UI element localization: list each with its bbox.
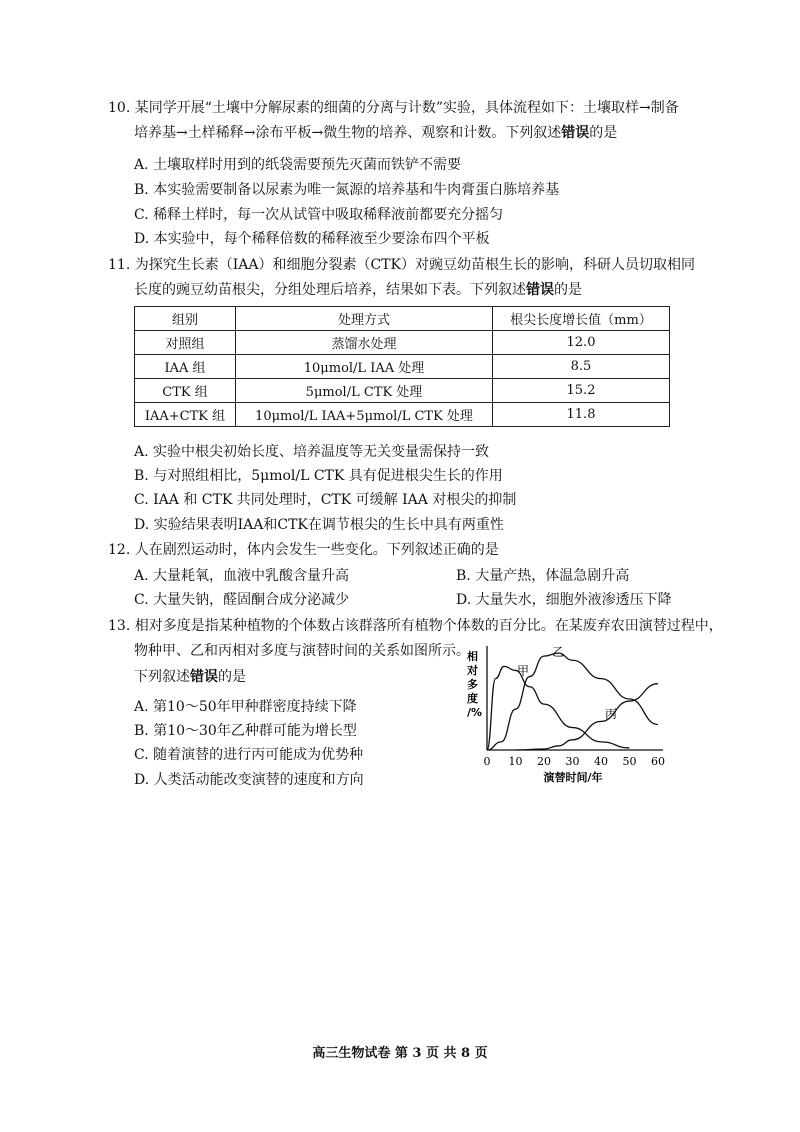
q11-stem-line1: 11. 为探究生长素（IAA）和细胞分裂素（CTK）对豌豆幼苗根生长的影响，科研人员切取相同 [108,257,695,273]
q10-stem-line1: 10. 某同学开展“土壤中分解尿素的细菌的分离与计数”实验，具体流程如下：土壤取样→制备 [108,100,679,116]
table-cell: 10μmol/L IAA 处理 [236,355,493,379]
q13-stem-line1: 13. 相对多度是指某种植物的个体数占该群落所有植物个体数的百分比。在某废弃农田演替过程中， [108,618,723,634]
y-label-char: 对 [467,664,478,677]
table-cell: 对照组 [135,331,236,355]
q13-option-a: A. 第10～50年甲种群密度持续下降 [134,699,357,715]
table-cell: IAA 组 [135,355,236,379]
y-label-char: 度 [467,692,478,705]
x-tick-label: 50 [622,755,637,768]
series-line-1 [487,653,658,750]
label-jia: 甲 [517,664,530,678]
label-yi: 乙 [552,645,565,659]
series-line-2 [516,684,659,750]
table-cell: 12.0 [493,331,670,355]
x-tick-label: 40 [594,755,608,768]
q10-stem-line2: 培养基→土样稀释→涂布平板→微生物的培养、观察和计数。下列叙述错误的是 [134,125,618,141]
table-cell: 15.2 [493,379,670,403]
table-header: 根尖长度增长值（mm） [493,307,670,331]
q10-option-b: B. 本实验需要制备以尿素为唯一氮源的培养基和牛肉膏蛋白胨培养基 [134,182,560,198]
q12-option-b: B. 大量产热，体温急剧升高 [456,568,630,584]
table-cell: IAA+CTK 组 [135,403,236,427]
q11-option-c: C. IAA 和 CTK 共同处理时，CTK 可缓解 IAA 对根尖的抑制 [134,492,517,508]
series-lines [487,653,658,750]
emphasis-wrong: 错误 [561,125,590,141]
table-row [135,403,670,427]
y-label-char: 多 [467,678,478,691]
x-tick-label: 30 [565,755,580,768]
y-axis-label [466,649,482,719]
q11-option-a: A. 实验中根尖初始长度、培养温度等无关变量需保持一致 [134,444,490,460]
table-header: 处理方式 [236,307,493,331]
emphasis-wrong: 错误 [526,282,554,298]
emphasis-wrong: 错误 [190,669,218,685]
table-cell: CTK 组 [135,379,236,403]
q11-option-d: D. 实验结果表明IAA和CTK在调节根尖的生长中具有两重性 [134,517,504,533]
q13-option-d: D. 人类活动能改变演替的速度和方向 [134,772,364,788]
table-row [135,355,670,379]
table-header: 组别 [135,307,236,331]
y-label-char: /% [467,706,483,719]
x-tick-label: 0 [483,755,491,768]
x-axis-label: 演替时间/年 [543,771,603,784]
page-footer: 高三生物试卷 第 3 页 共 8 页 [312,1046,488,1061]
x-tick-label: 60 [651,755,665,768]
x-tick-label: 20 [537,755,551,768]
q13-stem-line2: 物种甲、乙和丙相对多度与演替时间的关系如图所示。 [134,643,470,659]
succession-chart [455,638,675,790]
table-header-row [135,307,670,331]
q11-stem-line2: 长度的豌豆幼苗根尖，分组处理后培养，结果如下表。下列叙述错误的是 [134,282,582,298]
table-row [135,379,670,403]
q10-option-d: D. 本实验中，每个稀释倍数的稀释液至少要涂布四个平板 [134,231,490,247]
q11-option-b: B. 与对照组相比，5μmol/L CTK 具有促进根尖生长的作用 [134,468,503,484]
q12-option-a: A. 大量耗氧，血液中乳酸含量升高 [134,568,350,584]
x-tick-label: 10 [508,755,523,768]
table-cell: 11.8 [493,403,670,427]
x-ticks [484,755,666,768]
q12-option-c: C. 大量失钠，醛固酮合成分泌减少 [134,592,350,608]
y-label-char: 相 [467,650,478,663]
table-cell: 10μmol/L IAA+5μmol/L CTK 处理 [236,403,493,427]
table-row [135,331,670,355]
q13-option-b: B. 第10～30年乙种群可能为增长型 [134,723,357,739]
results-table [134,306,670,427]
table-cell: 8.5 [493,355,670,379]
table-cell: 蒸馏水处理 [236,331,493,355]
table-cell: 5μmol/L CTK 处理 [236,379,493,403]
label-bing: 丙 [605,707,618,721]
q13-stem-line3: 下列叙述错误的是 [134,669,246,685]
q10-option-a: A. 土壤取样时用到的纸袋需要预先灭菌而铁铲不需要 [134,157,462,173]
q13-option-c: C. 随着演替的进行丙可能成为优势种 [134,747,364,763]
q12-option-d: D. 大量失水，细胞外液渗透压下降 [456,592,672,608]
q10-option-c: C. 稀释土样时，每一次从试管中吸取稀释液前都要充分摇匀 [134,207,504,223]
q12-stem: 12. 人在剧烈运动时，体内会发生一些变化。下列叙述正确的是 [108,542,499,558]
